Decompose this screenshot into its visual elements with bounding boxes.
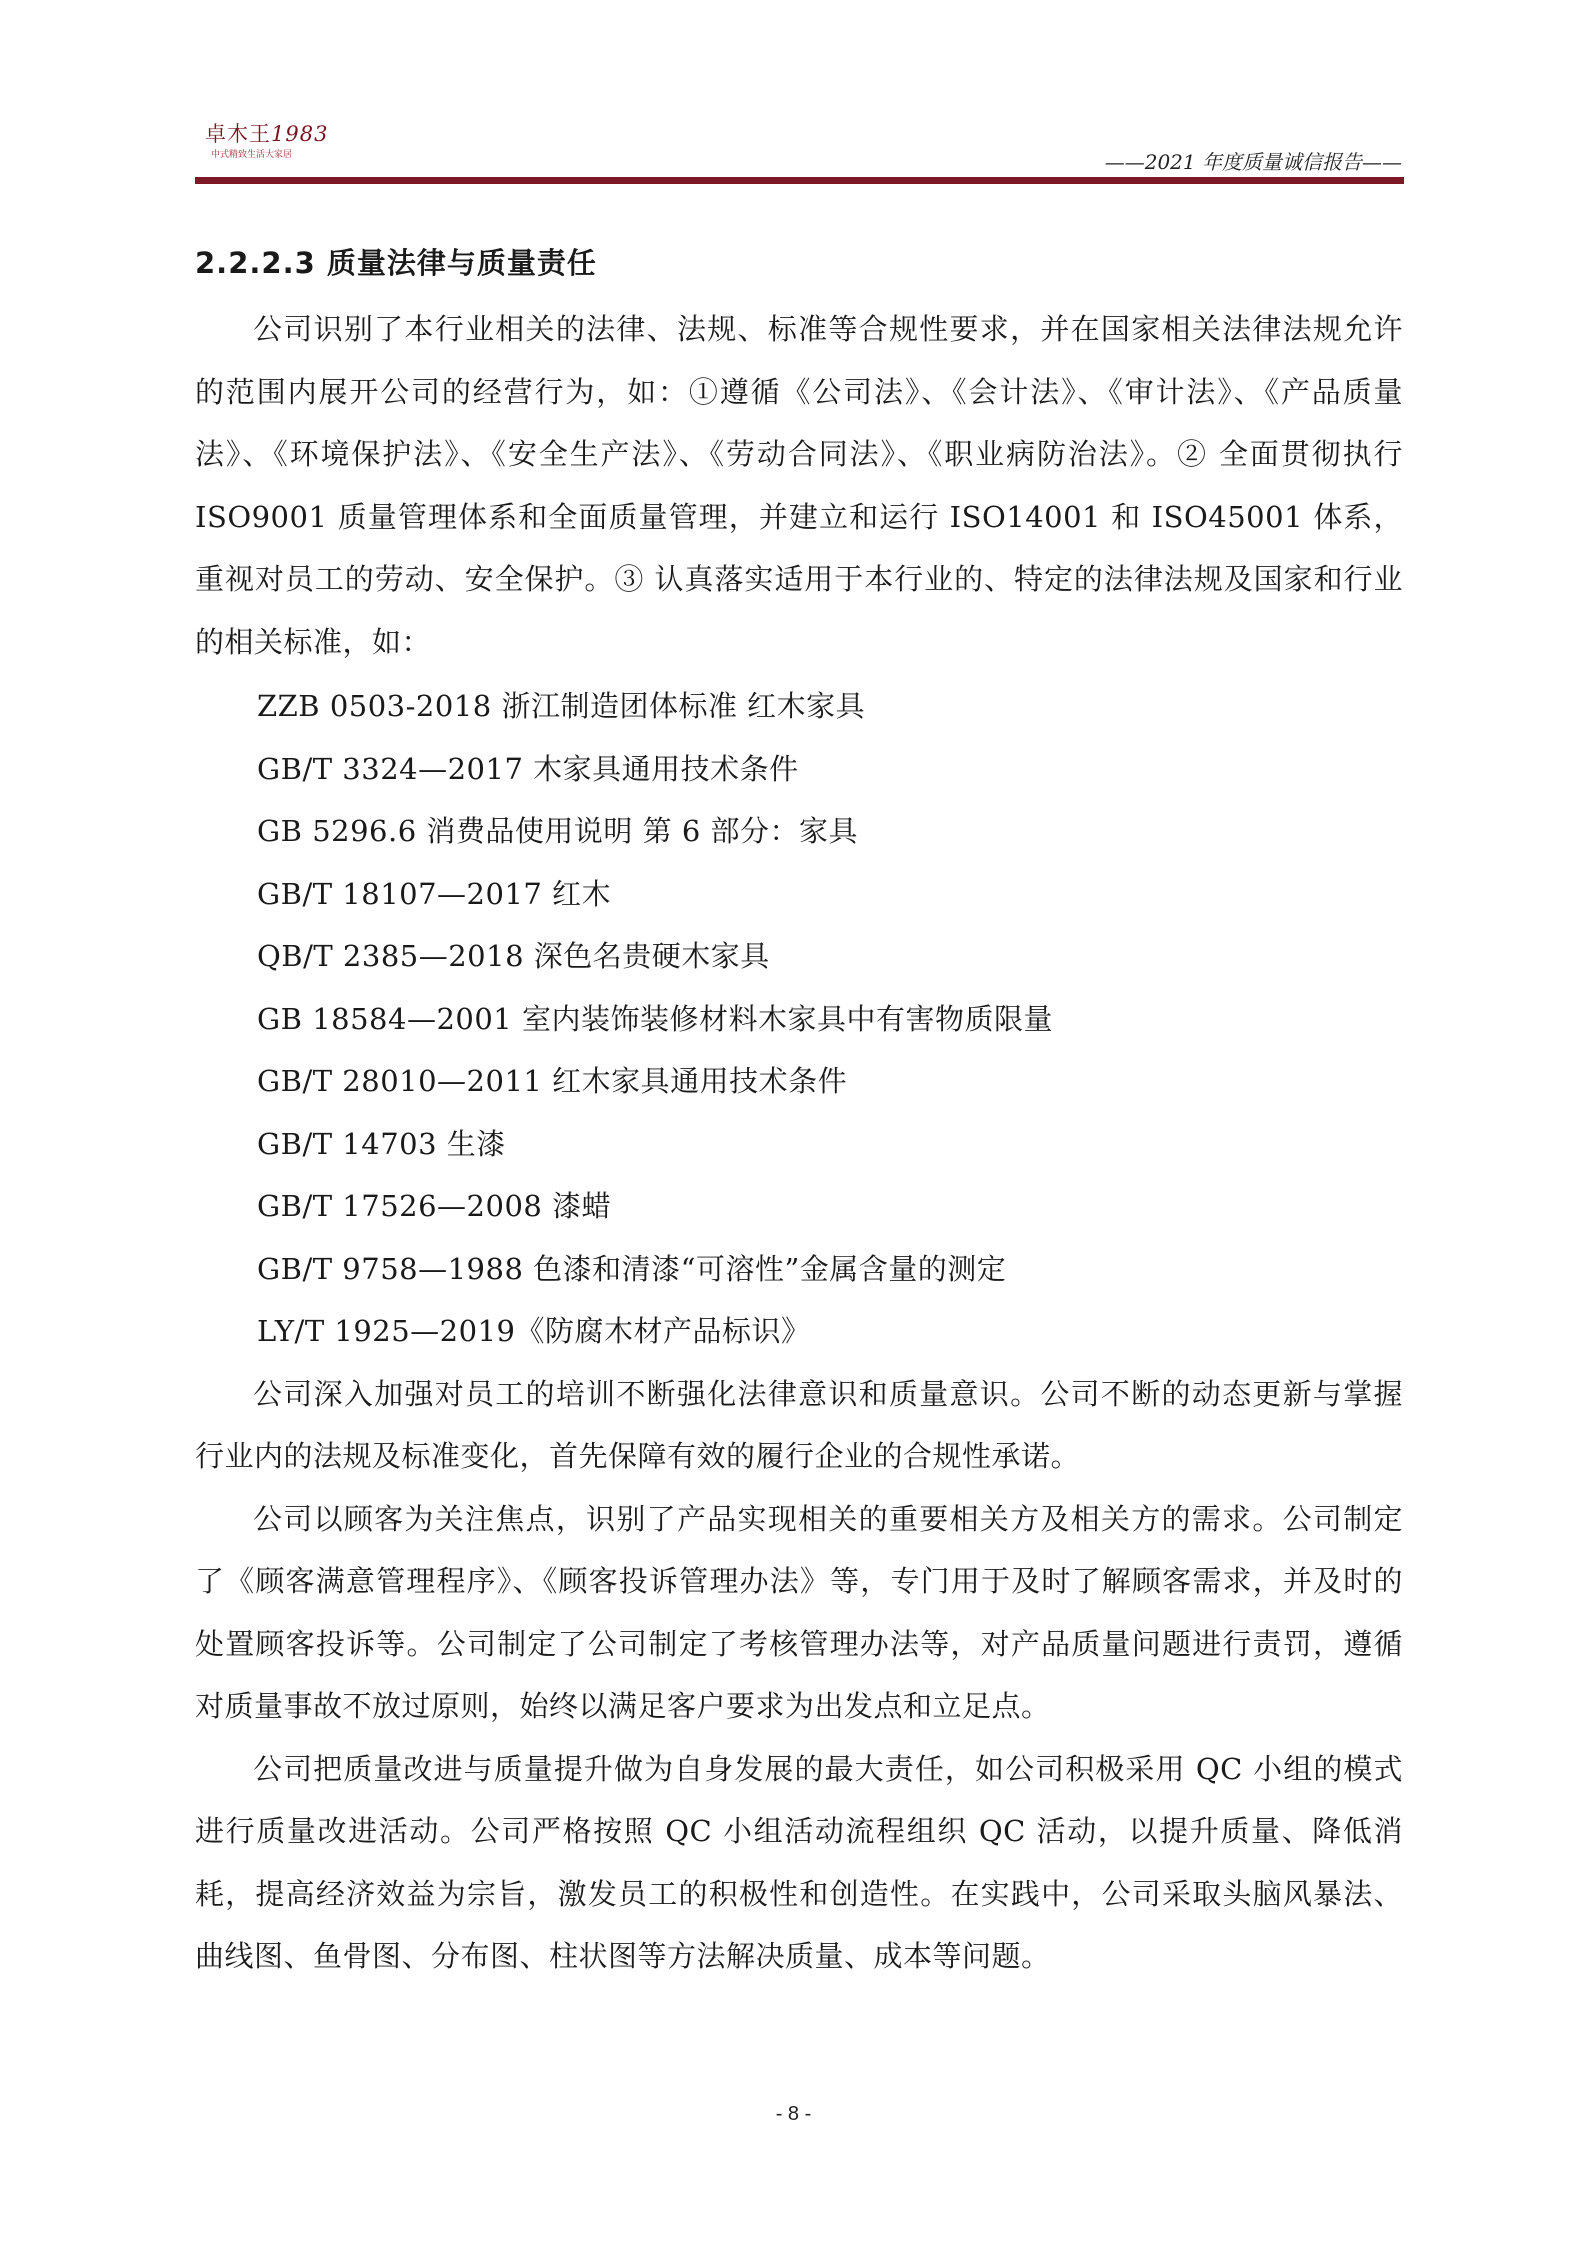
page-number: - 8 - (775, 2103, 812, 2125)
intro-paragraph: 公司识别了本行业相关的法律、法规、标准等合规性要求，并在国家相关法律法规允许的范围内展开公司的经营行为，如：①遵循《公司法》、《会计法》、《审计法》、《产品质量法》、《环境保护法》、《安全生产法》、《劳动合同法》、《职业病防治法》。② 全面贯彻执行 ISO9001 质量管理体系和全面质量管理，并建立和运行 ISO14001 和 ISO45001 体系，重视对员工的劳动、安全保护。③ 认真落实适用于本行业的、特定的法律法规及国家和行业的相关标准，如： (195, 312, 1403, 659)
standard-item: GB 18584—2001 室内装饰装修材料木家具中有害物质限量 (257, 1001, 1053, 1036)
logo-tagline: 中式精致生活大家居 (211, 150, 293, 160)
standard-item: GB/T 14703 生漆 (257, 1126, 506, 1161)
logo-wordmark (205, 118, 328, 148)
company-logo (205, 118, 345, 162)
body-paragraph: 公司以顾客为关注焦点，识别了产品实现相关的重要相关方及相关方的需求。公司制定了《顾客满意管理程序》、《顾客投诉管理办法》等，专门用于及时了解顾客需求，并及时的处置顾客投诉等。公司制定了公司制定了考核管理办法等，对产品质量问题进行责罚，遵循对质量事故不放过原则，始终以满足客户要求为出发点和立足点。 (195, 1501, 1403, 1723)
logo-brand: 卓木王 (205, 122, 271, 146)
logo-year: 1983 (271, 122, 329, 146)
standard-item: GB/T 18107—2017 红木 (257, 876, 612, 911)
body-paragraph: 公司把质量改进与质量提升做为自身发展的最大责任，如公司积极采用 QC 小组的模式进行质量改进活动。公司严格按照 QC 小组活动流程组织 QC 活动，以提升质量、降低消耗，提高经济效益为宗旨，激发员工的积极性和创造性。在实践中，公司采取头脑风暴法、曲线图、鱼骨图、分布图、柱状图等方法解决质量、成本等问题。 (195, 1751, 1403, 1973)
standard-item: ZZB 0503-2018 浙江制造团体标准 红木家具 (257, 689, 866, 723)
standard-item: LY/T 1925—2019《防腐木材产品标识》 (257, 1314, 811, 1348)
standard-item: GB/T 17526—2008 漆蜡 (257, 1189, 612, 1223)
header-rule (195, 177, 1404, 184)
report-title: ——2021 年度质量诚信报告—— (1104, 150, 1402, 174)
body-paragraph: 公司深入加强对员工的培训不断强化法律意识和质量意识。公司不断的动态更新与掌握行业内的法规及标准变化，首先保障有效的履行企业的合规性承诺。 (195, 1376, 1403, 1473)
standard-item: GB/T 9758—1988 色漆和清漆“可溶性”金属含量的测定 (257, 1251, 1007, 1286)
standards-list (195, 675, 1403, 1363)
standard-item: GB 5296.6 消费品使用说明 第 6 部分：家具 (257, 814, 858, 848)
section-heading: 2.2.2.3 质量法律与质量责任 (195, 246, 597, 280)
standard-item: QB/T 2385—2018 深色名贵硬木家具 (257, 939, 770, 973)
main-content (195, 238, 1403, 1988)
standard-item: GB/T 3324—2017 木家具通用技术条件 (257, 751, 799, 786)
page-header (0, 0, 1587, 190)
standard-item: GB/T 28010—2011 红木家具通用技术条件 (257, 1064, 848, 1098)
